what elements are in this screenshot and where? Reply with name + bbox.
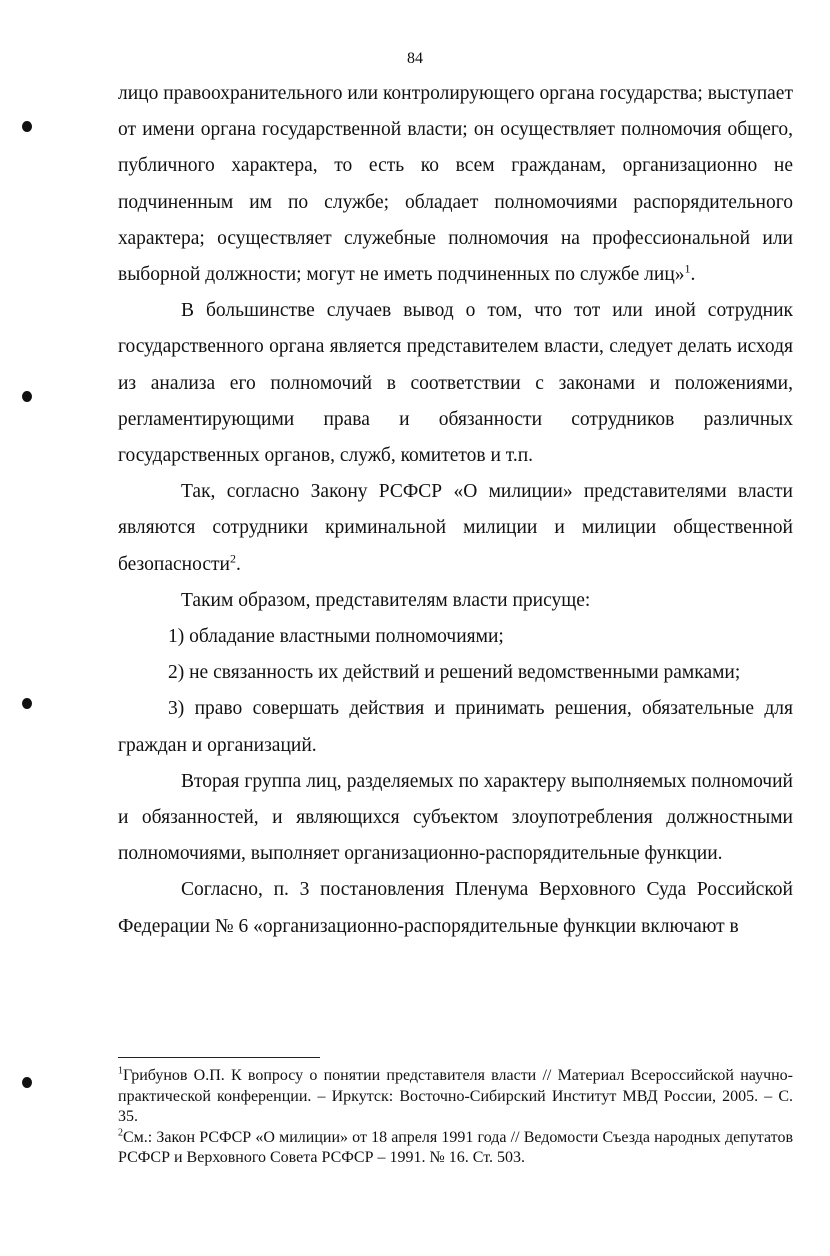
footnote-text: См.: Закон РСФСР «О милиции» от 18 апреля 1991 года // Ведомости Съезда народных депутатов РСФСР и Верховного Совета РСФСР – 1991. № 16. Ст. 503. xyxy=(118,1128,793,1166)
paragraph xyxy=(118,474,793,583)
paragraph-text: Согласно, п. 3 постановления Пленума Верховного Суда Российской Федерации № 6 «организационно-распорядительные функции включают в xyxy=(118,879,793,937)
footnote-mark: 2 xyxy=(118,1127,123,1139)
footnote-separator xyxy=(118,1057,320,1058)
paragraph-text: Так, согласно Закону РСФСР «О милиции» представителями власти являются сотрудники криминальной милиции и милиции общественной безопасности xyxy=(118,481,793,575)
paragraph-text: В большинстве случаев вывод о том, что тот или иной сотрудник государственного органа является представителем власти, следует делать исходя из анализа его полномочий в соответствии с законами и положениями, регламентирующими права и обязанности сотрудников различных государственных органов, служб, комитетов и т.п. xyxy=(118,300,793,467)
footnote-text: Грибунов О.П. К вопросу о понятии представителя власти // Материал Всероссийской научно-практической конференции. – Иркутск: Восточно-Сибирский Институт МВД России, 2005. – С. 35. xyxy=(118,1067,793,1125)
list-item-text: 3) право совершать действия и принимать решения, обязательные для граждан и организаций. xyxy=(118,698,793,756)
punch-hole-mark xyxy=(22,121,32,132)
body-text xyxy=(118,76,793,945)
paragraph-tail: . xyxy=(235,553,241,575)
paragraph xyxy=(118,764,793,873)
list-item xyxy=(118,655,793,691)
list-item-text: 1) обладание властными полномочиями; xyxy=(168,626,504,648)
punch-hole-mark xyxy=(22,391,32,402)
footnote xyxy=(118,1128,793,1169)
page-number: 84 xyxy=(407,50,423,67)
paragraph xyxy=(118,76,793,293)
list-item xyxy=(118,619,793,655)
paragraph xyxy=(118,872,793,944)
footnote-mark: 1 xyxy=(118,1065,123,1077)
paragraph-text: лицо правоохранительного или контролирующего органа государства; выступает от имени органа государственной власти; он осуществляет полномочия общего, публичного характера, то есть ко всем гражданам, организационно не подчиненным им по службе; обладает полномочиями распорядительного характера; осуществляет служебные полномочия на профессиональной или выборной должности; могут не иметь подчиненных по службе лиц» xyxy=(118,83,793,286)
paragraph-text: Вторая группа лиц, разделяемых по характеру выполняемых полномочий и обязанностей, и являющихся субъектом злоупотребления должностными полномочиями, выполняет организационно-распорядительные функции. xyxy=(118,770,793,865)
paragraph xyxy=(118,583,793,619)
list-item xyxy=(118,691,793,763)
footnote-ref: 2 xyxy=(229,551,236,566)
footnote xyxy=(118,1066,793,1128)
list-item-text: 2) не связанность их действий и решений ведомственными рамками; xyxy=(168,662,741,684)
footnotes xyxy=(118,1066,793,1169)
punch-hole-mark xyxy=(22,1077,32,1088)
punch-hole-mark xyxy=(22,698,32,709)
footnote-ref: 1 xyxy=(684,261,691,276)
paragraph-text: Таким образом, представителям власти присуще: xyxy=(181,589,591,611)
paragraph xyxy=(118,293,793,474)
paragraph-tail: . xyxy=(690,264,696,286)
